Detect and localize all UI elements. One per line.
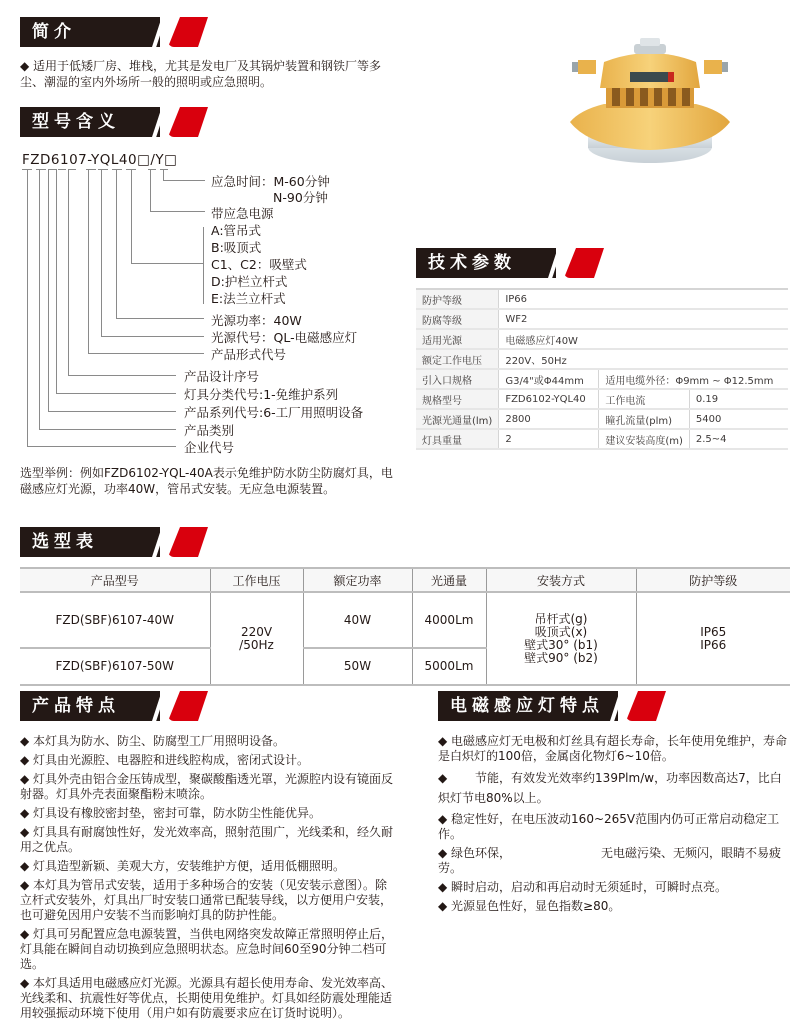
- table-header-row: 产品型号 工作电压 额定功率 光通量 安装方式 防护等级: [20, 568, 790, 592]
- label-class-code: 灯具分类代号:1-免维护系列: [184, 387, 339, 402]
- section-header-induction-features: [438, 691, 653, 721]
- list-item: ◆ 本灯具适用电磁感应灯光源。光源具有超长使用寿命、发光效率高、光线柔和、抗震性好等优点，长期使用免维护。灯具如经防震处理能适用较强振动环境下使用（用户如有防震要求应在订货时说明）。: [20, 976, 394, 1020]
- table-row: 光源光通量(lm) 2800 瞳孔流量(plm) 5400: [416, 409, 788, 429]
- label-mount-b: B:吸顶式: [211, 240, 262, 255]
- list-item: ◆ 瞬时启动，启动和再启动时无须延时，可瞬时点亮。: [438, 880, 728, 894]
- label-mount-c: C1、C2：吸壁式: [211, 257, 307, 272]
- section-header-model: [20, 107, 195, 137]
- table-row: 防护等级 IP66: [416, 289, 788, 309]
- list-item: ◆ 灯具具有耐腐蚀性好，发光效率高，照射范围广，光线柔和，经久耐用之优点。: [20, 825, 394, 854]
- section-header-intro: [20, 17, 195, 47]
- product-features-list: [20, 734, 395, 1024]
- ip-cell: IP65 IP66: [636, 592, 790, 685]
- table-row: 引入口规格 G3/4"或Φ44mm 适用电缆外径：Φ9mm ~ Φ12.5mm: [416, 369, 788, 389]
- table-row: FZD(SBF)6107-50W 50W 5000Lm: [20, 648, 790, 685]
- label-series-code: 产品系列代号:6-工厂用照明设备: [184, 405, 364, 420]
- list-item: ◆ 灯具由光源腔、电器腔和进线腔构成，密闭式设计。: [20, 753, 310, 767]
- list-item: ◆ 电磁感应灯无电极和灯丝具有超长寿命，长年使用免维护，寿命是白炽灯的100倍，金属卤化物灯6~10倍。: [438, 734, 788, 763]
- section-title-induction-features: 电磁感应灯特点: [438, 691, 618, 721]
- list-item: ◆ 灯具外壳由铝合金压铸成型，聚碳酸酯透光罩，光源腔内设有镜面反射器。灯具外壳表面聚酯粉末喷涂。: [20, 772, 394, 801]
- label-emergency-time-2: N-90分钟: [273, 190, 328, 205]
- list-item: ◆ 灯具设有橡胶密封垫，密封可靠，防水防尘性能优异。: [20, 806, 322, 820]
- list-item: ◆ 稳定性好，在电压波动160~265V范围内仍可正常启动稳定工作。: [438, 812, 780, 841]
- label-emergency-time: 应急时间：M-60分钟: [211, 174, 330, 189]
- list-item: ◆ 灯具可另配置应急电源装置，当供电网络突发故障正常照明停止后，灯具能在瞬间自动切换到应急照明状态。应急时间60至90分钟二档可选。: [20, 927, 394, 971]
- section-title-tech: 技术参数: [416, 248, 556, 278]
- label-emergency-power: 带应急电源: [211, 206, 274, 221]
- selection-example: 选型举例：例如FZD6102-YQL-40A表示免维护防水防尘防腐灯具，电磁感应灯光源，功率40W，管吊式安装。无应急电源装置。: [20, 466, 393, 496]
- label-mount-a: A:管吊式: [211, 223, 262, 238]
- list-item: ◆ 绿色环保， 无电磁污染、无频闪，眼睛不易疲劳。: [438, 846, 782, 875]
- label-mount-d: D:护栏立杆式: [211, 274, 288, 289]
- label-design-seq: 产品设计序号: [184, 369, 260, 384]
- label-power: 光源功率：40W: [211, 313, 302, 328]
- table-row: 防腐等级 WF2: [416, 309, 788, 329]
- list-item: ◆ 灯具造型新颖、美观大方，安装维护方便，适用低棚照明。: [20, 859, 346, 873]
- list-item: ◆ 光源显色性好，显色指数≥80。: [438, 899, 621, 913]
- model-code: FZD6107-YQL40□/Y□: [22, 152, 178, 168]
- label-category: 产品类别: [184, 423, 235, 438]
- tech-params-table: [416, 288, 788, 450]
- table-row: 适用光源 电磁感应灯40W: [416, 329, 788, 349]
- mount-cell: 吊杆式(g) 吸顶式(x) 壁式30° (b1) 壁式90° (b2): [486, 592, 636, 685]
- table-row: 灯具重量 2 建议安装高度(m) 2.5~4: [416, 429, 788, 449]
- list-item: ◆ 本灯具为防水、防尘、防腐型工厂用照明设备。: [20, 734, 286, 748]
- table-row: 规格型号 FZD6102-YQL40 工作电流 0.19: [416, 389, 788, 409]
- label-form-code: 产品形式代号: [211, 347, 287, 362]
- section-header-tech: [416, 248, 591, 278]
- table-row: 额定工作电压 220V、50Hz: [416, 349, 788, 369]
- intro-text: ◆ 适用于低矮厂房、堆栈，尤其是发电厂及其锅炉装置和钢铁厂等多尘、潮湿的室内外场所一般的照明或应急照明。: [20, 59, 382, 89]
- list-item: ◆ 本灯具为管吊式安装，适用于多种场合的安装（见安装示意图）。除立杆式安装外，灯具出厂时安装口通常已配装导线，以方便用户安装，也可避免因用户安装不当而影响灯具的防护性能。: [20, 878, 393, 922]
- induction-features-list: [438, 734, 790, 918]
- list-item: ◆ 节能，有效发光效率约139Plm/w，功率因数高达7，比白炽灯节电80%以上。: [438, 771, 782, 805]
- table-row: FZD(SBF)6107-40W 220V /50Hz 40W 4000Lm 吊杆式(g) 吸顶式(x) 壁式30° (b1) 壁式90° (b2) IP65 IP66: [20, 592, 790, 648]
- section-title-product-features: 产品特点: [20, 691, 160, 721]
- label-company-code: 企业代号: [184, 440, 235, 455]
- label-mount-e: E:法兰立杆式: [211, 291, 286, 306]
- section-header-selection: [20, 527, 195, 557]
- label-light-code: 光源代号：QL-电磁感应灯: [211, 330, 358, 345]
- voltage-cell: 220V /50Hz: [210, 592, 303, 685]
- section-title-selection: 选型表: [20, 527, 160, 557]
- section-header-product-features: [20, 691, 195, 721]
- lamp-product-image: [560, 22, 740, 172]
- selection-table: [20, 567, 790, 686]
- section-title-intro: 简介: [20, 17, 160, 47]
- section-title-model: 型号含义: [20, 107, 160, 137]
